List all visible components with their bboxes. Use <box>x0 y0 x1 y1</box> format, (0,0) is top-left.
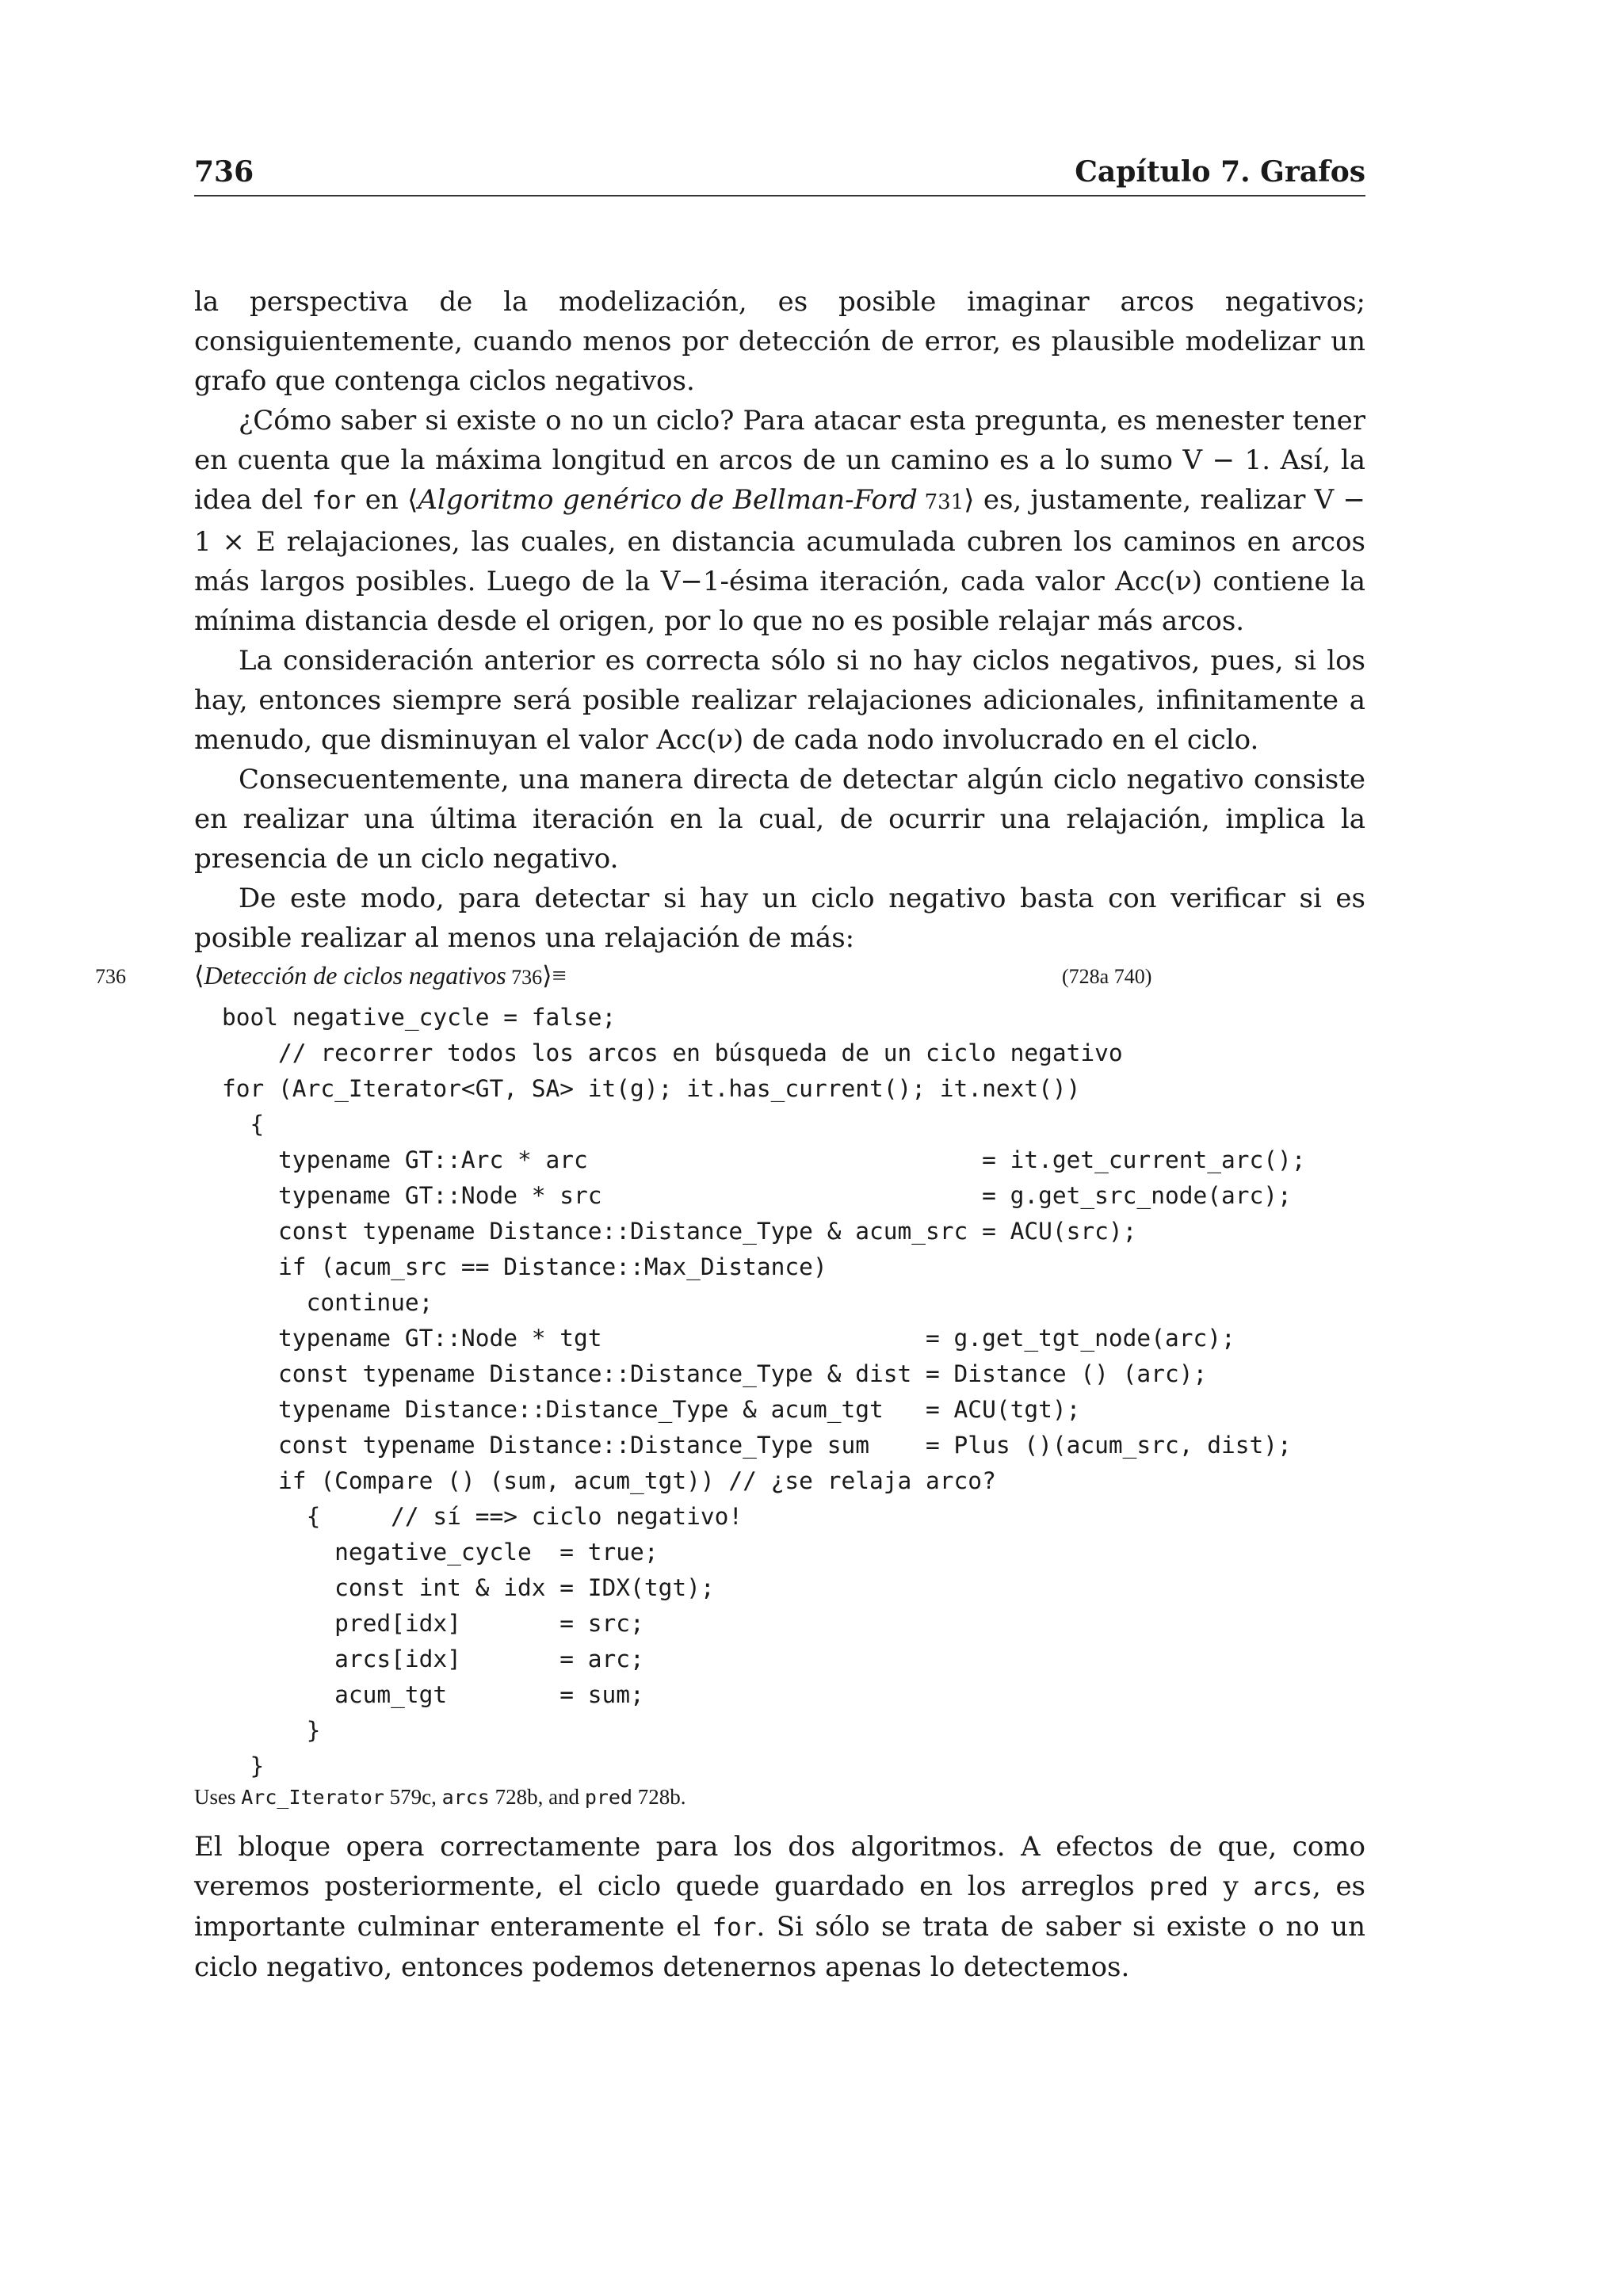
paragraph-text: . Si sólo se trata de saber si existe o no un ciclo negativo, entonces podemos detenernos apenas lo detectemos. <box>194 1911 1365 1983</box>
chunk-header <box>194 960 567 990</box>
paragraph-text: la perspectiva de la modelización, es posible imaginar arcos negativos; consiguientemente, cuando menos por detección de error, es plausible modelizar un grafo que contenga ciclos negativos. <box>194 286 1365 397</box>
page-number: 736 <box>194 155 254 189</box>
chunk-margin-number: 736 <box>95 965 126 988</box>
uses-prefix: Uses <box>194 1785 242 1809</box>
paragraph <box>194 282 1365 401</box>
paragraph <box>194 641 1365 760</box>
uses-identifier: Arc_Iterator <box>241 1786 384 1809</box>
chunk-reference-number: 731 <box>917 490 964 514</box>
paragraph-text: Consecuentemente, una manera directa de detectar algún ciclo negativo consiste en realizar una última iteración en la cual, de ocurrir una relajación, implica la presencia de un ciclo negativo. <box>194 764 1365 875</box>
paragraph-text: De este modo, para detectar si hay un ciclo negativo basta con verificar si es posible realizar al menos una relajación de más: <box>194 883 1365 954</box>
paragraph-text: y <box>1208 1871 1254 1902</box>
paragraph-text: El bloque opera correctamente para los dos algoritmos. A efectos de que, como veremos posteriormente, el ciclo quede guardado en los arreglos <box>194 1831 1365 1902</box>
uses-text: 579c, <box>384 1785 442 1809</box>
paragraph <box>194 760 1365 879</box>
code-keyword: for <box>712 1913 757 1942</box>
chunk-title-number: 736 <box>506 966 543 989</box>
uses-text: 728b. <box>632 1785 686 1809</box>
chunk-close-bracket: ⟩≡ <box>542 961 567 990</box>
paragraph-text: , es importante culminar enteramente el <box>194 1871 1366 1943</box>
uses-identifier: arcs <box>441 1786 490 1809</box>
paragraph-text: La consideración anterior es correcta sólo si no hay ciclos negativos, pues, si los hay, entonces siempre será posible realizar relajaciones adicionales, infinitamente a menudo, que disminuyan el valor Acc(ν) de cada nodo involucrado en el ciclo. <box>194 645 1365 756</box>
code-block: bool negative_cycle = false; // recorrer todos los arcos en búsqueda de un ciclo negativo for (Arc_Iterator<GT, SA> it(g); it.has_current(); it.next()) { typename GT::Arc * arc = it.get_current_arc(); typename GT::Node * src = g.get_src_node(arc); const typename Distance::Distance_Type & acum_src = ACU(src); if (acum_src == Distance::Max_Distance) continue; typename GT::Node * tgt = g.get_tgt_node(arc); const typename Distance::Distance_Type & dist = Distance () (arc); typename Distance::Distance_Type & acum_tgt = ACU(tgt); const typename Distance::Distance_Type sum = Plus ()(acum_src, dist); if (Compare () (sum, acum_tgt)) // ¿se relaja arco? { // sí ==> ciclo negativo! negative_cycle = true; const int & idx = IDX(tgt); pred[idx] = src; arcs[idx] = arc; acum_tgt = sum; } } <box>222 1004 1306 1779</box>
header-rule <box>194 195 1365 196</box>
chunk-title: Detección de ciclos negativos <box>204 961 506 990</box>
running-header <box>194 155 1365 196</box>
uses-text: 728b, and <box>489 1785 585 1809</box>
paragraph-text: ¿Cómo saber si existe o no un ciclo? Para atacar esta pregunta, es menester tener en cuenta que la máxima longitud en arcos de un camino es a lo sumo V − 1. Así, la idea del <box>194 405 1365 516</box>
body-text <box>194 282 1365 958</box>
paragraph-text: en ⟨ <box>356 484 418 516</box>
paragraph <box>194 1827 1365 1987</box>
chunk-open-bracket: ⟨ <box>194 961 204 990</box>
paragraph <box>194 879 1365 958</box>
code-identifier: pred <box>1149 1873 1209 1901</box>
uses-note <box>194 1785 686 1810</box>
code-identifier: arcs <box>1253 1873 1313 1901</box>
uses-identifier: pred <box>584 1786 633 1809</box>
chunk-used-in: (728a 740) <box>1062 965 1152 988</box>
code-keyword: for <box>311 486 357 515</box>
paragraph <box>194 401 1365 641</box>
chunk-reference: Algoritmo genérico de Bellman-Ford <box>418 484 918 516</box>
paragraph-text: ⟩ es, justamente, realizar V − 1 × E relajaciones, las cuales, en distancia acumulada cubren los caminos en arcos más largos posibles. Luego de la V−1-ésima iteración, cada valor Acc(ν) contiene la mínima distancia desde el origen, por lo que no es posible relajar más arcos. <box>194 484 1366 637</box>
closing-paragraph <box>194 1827 1365 1987</box>
chapter-title: Capítulo 7. Grafos <box>1075 155 1365 189</box>
